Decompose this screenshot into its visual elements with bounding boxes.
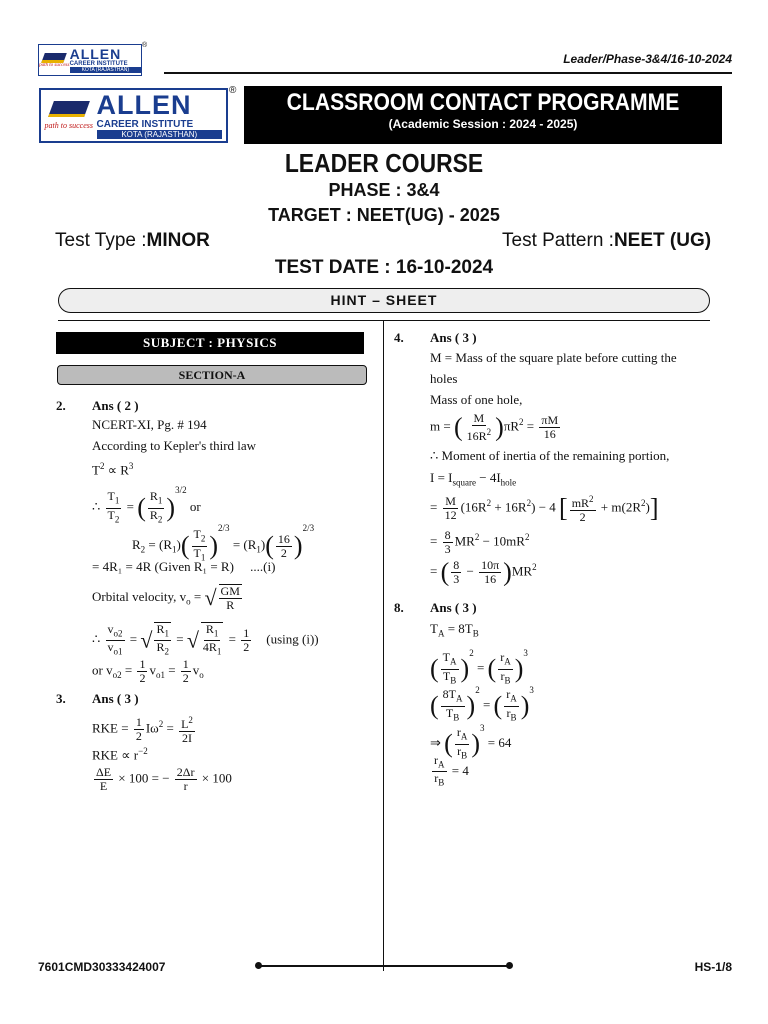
header-rule xyxy=(164,72,732,74)
q4-eq1: m = ( $\frac{M}{16R^2}$ )$\pi R^2$ = $\frac{\pi M}{16}$ xyxy=(430,411,559,443)
registered-mark: ® xyxy=(229,85,237,96)
hint-sheet-banner xyxy=(58,288,710,313)
session-text: (Academic Session : 2024 - 2025) xyxy=(388,117,578,131)
footer-dot-left xyxy=(255,962,262,969)
graduation-cap-icon: path to success xyxy=(39,45,70,75)
q2-eq3: $R_2 = (R_1)$( $\frac{T_2}{T_1}$ )$^{2/3} = (R_1)$( $\frac{16}{2}$ )$^{2/3}$ xyxy=(132,523,315,562)
registered-mark: ® xyxy=(142,42,148,49)
q4-text2: holes xyxy=(430,371,458,386)
q8-eq1: $T_A = 8T_B$ xyxy=(430,621,479,639)
programme-banner xyxy=(244,86,722,144)
footer-code: 7601CMD30333424007 xyxy=(38,960,166,974)
section-banner xyxy=(57,365,367,385)
course-title: LEADER COURSE xyxy=(284,148,484,178)
test-pattern: Test Pattern :NEET (UG) xyxy=(502,230,712,251)
subject-banner xyxy=(56,332,364,354)
phase-text: PHASE : 3&4 xyxy=(328,180,440,200)
q2-ratio: ∴ $\frac{v_{o2}}{v_{o1}}$ = √ $\frac{R_1}{R_2}$ = √ $\frac{R_1}{4R_1}$ = $\frac{1}{2}$ (using (i)) xyxy=(92,621,319,657)
footer-rule xyxy=(258,965,510,967)
q8-eq3: ( $\frac{8T_A}{T_B}$ )$^2$ = ( $\frac{r_A}{r_B}$ )$^3$ xyxy=(430,685,534,722)
programme-title: CLASSROOM CONTACT PROGRAMME xyxy=(286,89,680,116)
q4-answer: Ans ( 3 ) xyxy=(430,330,477,345)
q2-orbital: Orbital velocity, $v_o$ = √ $\frac{GM}{R}$ xyxy=(92,584,240,612)
q4-eq4: = $\frac{8}{3}$ $MR^2 - 10mR^2$ xyxy=(430,527,530,556)
q3-answer: Ans ( 3 ) xyxy=(92,691,139,706)
q2-eq2: ∴ $\frac{T_1}{T_2}$ = ( $\frac{R_1}{R_2}$ )$^{3/2}$ or xyxy=(92,485,201,524)
subject-label: SUBJECT : PHYSICS xyxy=(143,335,277,350)
q4-eq5: = ( $\frac{8}{3}$ − $\frac{10\pi}{16}$ )$MR^2$ xyxy=(430,557,537,587)
q2-final: or $v_{o2}$ = $\frac{1}{2}$ $v_{o1}$ = $\frac{1}{2}$ $v_o$ xyxy=(92,657,204,685)
test-type: Test Type :MINOR xyxy=(55,230,210,251)
q4-eq3: = $\frac{M}{12}$ $(16R^2 + 16R^2) - 4$ [ $\frac{mR^2}{2}$ + $m(2R^2)$] xyxy=(430,493,659,524)
q8-number: 8. xyxy=(394,600,404,615)
q4-eq2: $I = I_{square} - 4I_{hole}$ xyxy=(430,470,517,488)
page-number: HS-1/8 xyxy=(694,960,732,974)
q8-eq4: ⇒ ( $\frac{r_A}{r_B}$ )$^3$ = 64 xyxy=(430,723,512,760)
q2-reference: NCERT-XI, Pg. # 194 xyxy=(92,417,207,432)
big-allen-logo: path to success ALLEN CAREER INSTITUTE KOTA (RAJASTHAN) xyxy=(39,88,228,143)
q2-answer: Ans ( 2 ) xyxy=(92,398,139,413)
q4-number: 4. xyxy=(394,330,404,345)
hint-sheet-label: HINT – SHEET xyxy=(330,292,438,308)
graduation-cap-icon: path to success xyxy=(41,90,97,141)
small-allen-logo: path to success ALLEN CAREER INSTITUTE KOTA (RAJASTHAN) xyxy=(38,44,142,76)
q4-text4: ∴ Moment of inertia of the remaining portion, xyxy=(430,448,670,463)
q2-given: = 4R₁ = 4R (Given R₁ = R) ....(i) xyxy=(92,559,276,574)
q4-text1: M = Mass of the square plate before cutting the xyxy=(430,350,677,365)
q3-eq3: $\frac{\Delta E}{E}$ × 100 = − $\frac{2\Delta r}{r}$ × 100 xyxy=(96,765,232,793)
q8-eq5: $\frac{r_A}{r_B}$ = 4 xyxy=(434,753,469,788)
q2-law: According to Kepler's third law xyxy=(92,438,257,453)
target-text: TARGET : NEET(UG) - 2025 xyxy=(268,205,500,225)
q3-eq2: RKE ∝ $r^{-2}$ xyxy=(92,746,148,763)
column-divider xyxy=(383,321,384,971)
q8-answer: Ans ( 3 ) xyxy=(430,600,477,615)
q2-number: 2. xyxy=(56,398,66,413)
q2-eq1: $T^2 \propto R^3$ xyxy=(92,461,134,478)
q4-text3: Mass of one hole, xyxy=(430,392,523,407)
test-date: TEST DATE : 16-10-2024 xyxy=(274,257,494,278)
q3-eq1: RKE = $\frac{1}{2}$ $I\omega^2$ = $\frac{L^2}{2I}$ xyxy=(92,715,193,745)
section-label: SECTION-A xyxy=(178,368,246,382)
q8-eq2: ( $\frac{T_A}{T_B}$ )$^2$ = ( $\frac{r_A}{r_B}$ )$^3$ xyxy=(430,648,528,685)
reference-code: Leader/Phase-3&4/16-10-2024 xyxy=(563,52,732,66)
q3-number: 3. xyxy=(56,691,66,706)
footer-dot-right xyxy=(506,962,513,969)
hint-rule xyxy=(58,320,710,321)
